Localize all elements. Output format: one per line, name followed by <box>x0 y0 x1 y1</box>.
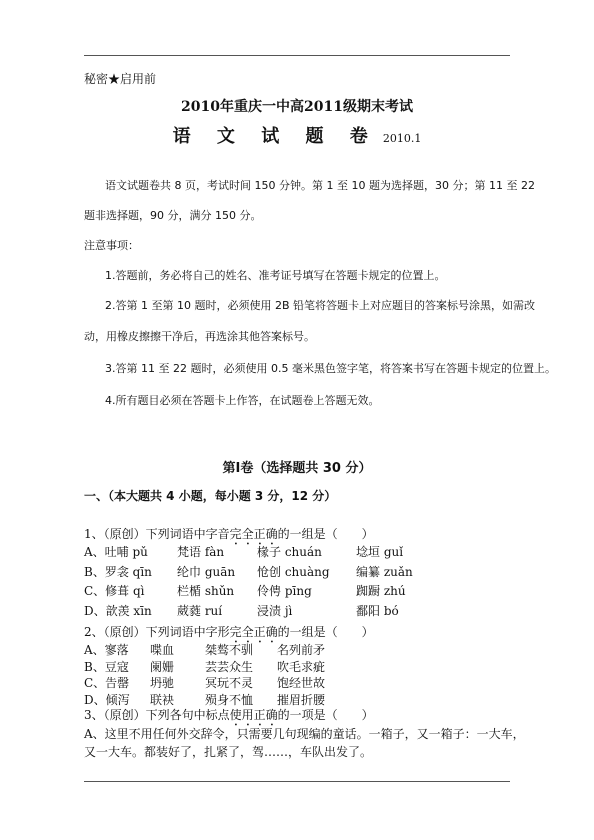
emphasis-text: 完全正确 <box>229 527 278 541</box>
question-1-option-0-1: 梵语 fàn <box>177 545 225 559</box>
question-1-option-2-3: 踟蹰 zhú <box>356 584 406 598</box>
question-1-option-1-0: B、罗衾 qīn <box>84 564 152 579</box>
intro-line-1: 语文试题卷共 8 页，考试时间 150 分钟。第 1 至 10 题为选择题，30 分；第 11 至 22 <box>105 179 535 192</box>
question-1-option-0-2: 椽子 chuán <box>257 545 322 559</box>
question-3-option-a-line-1: A、这里不用任何外交辞令，只需要几句现编的童话。一箱子，又一箱子：一大车， <box>84 727 525 741</box>
note-2b: 动，用橡皮擦擦干净后，再选涂其他答案标号。 <box>84 330 315 343</box>
note-2a: 2.答第 1 至第 10 题时，必须使用 2B 铅笔将答题卡上对应题目的答案标号涂黑，如需改 <box>105 299 536 312</box>
question-2-option-2-3: 饱经世故 <box>277 676 326 690</box>
note-4: 4.所有题目必须在答题卡上作答，在试题卷上答题无效。 <box>105 394 380 407</box>
intro-line-2: 题非选择题，90 分，满分 150 分。 <box>84 209 262 222</box>
emphasis-text: 使用正确 <box>229 708 278 722</box>
question-2-option-3-0: D、倾泻 <box>84 692 130 707</box>
question-1-option-2-0: C、修葺 qì <box>84 584 145 598</box>
question-2-option-3-2: 殒身不恤 <box>205 692 254 707</box>
paper-date: 2010.1 <box>382 132 422 145</box>
header-rule <box>84 55 510 56</box>
question-2-option-0-0: A、寥落 <box>84 643 129 657</box>
question-2-option-0-3: 名列前矛 <box>277 643 326 657</box>
paper-title: 语 文 试 题 卷 <box>172 126 378 147</box>
question-1-option-2-2: 伶俜 pīng <box>257 584 312 598</box>
question-2-option-1-2: 芸芸众生 <box>205 659 254 674</box>
emphasis-text: 完全正确 <box>229 625 278 639</box>
section-title: 第Ⅰ卷（选择题共 30 分） <box>222 461 372 476</box>
question-3-stem: 3、（原创）下列各句中标点使用正确的一项是（ ） <box>84 708 374 722</box>
question-1-option-1-2: 怆创 chuàng <box>257 564 330 579</box>
question-1-option-1-1: 纶巾 guān <box>177 564 236 579</box>
notes-heading: 注意事项： <box>84 239 139 252</box>
question-1-option-1-3: 编纂 zuǎn <box>356 564 413 579</box>
question-2-option-0-2: 桀骜不驯 <box>205 643 254 657</box>
question-1-option-2-1: 栏楯 shǔn <box>177 584 235 598</box>
question-2-stem: 2、（原创）下列词语中字形完全正确的一组是（ ） <box>84 625 374 639</box>
question-3-option-a-line-2: 又一大车。都装好了，扎紧了，驾……，车队出发了。 <box>84 745 373 759</box>
question-1-option-3-1: 葳蕤 ruí <box>177 603 223 618</box>
part-title: 一、（本大题共 4 小题，每小题 3 分，12 分） <box>84 489 337 503</box>
question-2-option-3-3: 摧眉折腰 <box>277 692 326 707</box>
note-3: 3.答第 11 至 22 题时，必须使用 0.5 毫米黑色签字笔，将答案书写在答题卡规定的位置上。 <box>105 362 556 375</box>
question-1-option-3-0: D、歆羡 xīn <box>84 603 152 618</box>
question-1-option-3-3: 鄱阳 bó <box>356 603 399 618</box>
question-1-option-0-3: 埝垣 guǐ <box>356 545 404 559</box>
question-1-stem: 1、（原创）下列词语中字音完全正确的一组是（ ） <box>84 527 374 541</box>
confidential-label: 秘密★启用前 <box>84 72 157 86</box>
exam-title: 2010年重庆一中高2011级期末考试 <box>181 99 413 115</box>
question-1-option-0-0: A、吐哺 pǔ <box>84 545 148 559</box>
note-1: 1.答题前，务必将自己的姓名、准考证号填写在答题卡规定的位置上。 <box>105 269 446 282</box>
question-2-option-2-1: 坍驰 <box>150 676 175 690</box>
paper-title-line <box>0 122 594 148</box>
question-2-option-3-1: 联袂 <box>150 692 175 707</box>
question-2-option-1-1: 阑姗 <box>150 659 175 674</box>
question-2-option-0-1: 喋血 <box>150 643 175 657</box>
question-2-option-1-0: B、豆寇 <box>84 659 129 674</box>
question-2-option-2-2: 冥玩不灵 <box>205 676 254 690</box>
question-2-option-2-0: C、告罄 <box>84 676 130 690</box>
question-1-option-3-2: 浸渍 jì <box>257 603 293 618</box>
footer-rule <box>84 781 510 782</box>
question-2-option-1-3: 吹毛求疵 <box>277 659 326 674</box>
